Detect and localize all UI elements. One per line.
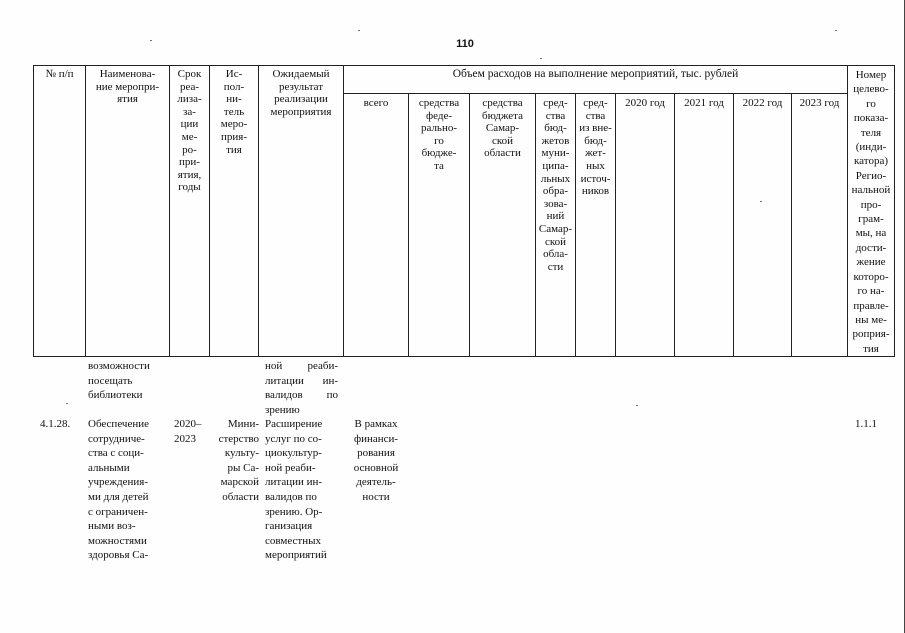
text-line: Самар- xyxy=(538,222,573,235)
text-line: Самар- xyxy=(485,122,520,135)
text-line: деятель- xyxy=(356,476,396,489)
text-line: сред- xyxy=(583,97,608,109)
scan-speck xyxy=(540,58,542,59)
text-line: жение xyxy=(856,256,886,269)
text-line: льных xyxy=(540,172,571,185)
text-line: катора) xyxy=(854,155,888,168)
scan-speck xyxy=(835,30,837,31)
text-line: бюджета xyxy=(481,109,523,122)
text-line: ми для детей xyxy=(88,490,149,503)
text-line: сотрудниче- xyxy=(88,432,145,445)
text-line: Регио- xyxy=(855,169,887,182)
text-line: услуг по со- xyxy=(265,432,322,445)
text-line: ции xyxy=(180,118,199,131)
header-col-2021 xyxy=(675,97,733,110)
header-col-2023 xyxy=(792,97,847,110)
text-line: муни- xyxy=(541,147,570,160)
text-line: ятия, xyxy=(177,168,202,181)
text-line: здоровья Са- xyxy=(88,549,149,562)
header-col-2022 xyxy=(734,97,791,110)
text-line: го на- xyxy=(857,285,885,298)
text-line: ной реаби- xyxy=(265,360,338,372)
row-name xyxy=(88,417,168,563)
row-executor xyxy=(207,417,259,505)
text-line: ний xyxy=(546,210,565,223)
header-executor xyxy=(210,68,258,156)
text-line: за- xyxy=(183,105,196,118)
text-line: Ожидаемый xyxy=(272,68,330,80)
text-line: марской xyxy=(220,476,259,489)
text-line: ятия xyxy=(117,93,138,106)
text-line: 2023 год xyxy=(799,97,840,109)
text-line: лиза- xyxy=(177,93,202,106)
text-line: мы, на xyxy=(855,227,887,240)
text-line: нальной xyxy=(851,184,891,197)
row-term xyxy=(174,417,210,446)
text-line: ной реаби- xyxy=(265,461,316,474)
header-col-2020 xyxy=(616,97,674,110)
text-line: библиотеки xyxy=(88,389,143,402)
text-line: тель xyxy=(223,105,245,118)
header-result xyxy=(259,68,343,118)
text-line: Мини- xyxy=(227,418,259,430)
text-line: ства с соци- xyxy=(88,447,144,460)
text-line: ганизация xyxy=(265,520,313,533)
text-line: обра- xyxy=(542,185,569,198)
text-line: учреждения- xyxy=(88,476,148,489)
text-line: средства xyxy=(482,97,523,109)
text-line: Ис- xyxy=(225,68,243,80)
text-line: бюд- xyxy=(584,134,607,147)
text-line: циокультур- xyxy=(265,447,322,460)
text-line: роприя- xyxy=(852,328,890,341)
text-line: ской xyxy=(544,235,567,248)
text-line: ными воз- xyxy=(88,520,136,533)
text-line: (инди- xyxy=(855,141,887,154)
header-expenses-title: Объем расходов на выполнение мероприятий, тыс. рублей xyxy=(452,68,739,80)
header-col-offbudget xyxy=(576,97,615,198)
text-line: финанси- xyxy=(353,432,399,445)
text-line: мероприятия xyxy=(270,105,332,118)
text-line: го xyxy=(434,134,444,147)
text-line: ме- xyxy=(181,130,198,143)
text-line: В рамках xyxy=(354,418,398,430)
text-line: литации ин- xyxy=(265,374,338,387)
text-line: показа- xyxy=(853,112,889,125)
text-line: реализации xyxy=(274,93,328,106)
text-line: 2020– xyxy=(174,418,202,430)
text-line: мероприятий xyxy=(265,549,327,562)
text-line: сред- xyxy=(543,97,568,109)
text-line: средства xyxy=(418,97,460,109)
text-line: Срок xyxy=(177,68,202,80)
text-line: правле- xyxy=(853,299,889,312)
continuation-result xyxy=(265,359,338,417)
text-line: ние меропри- xyxy=(95,80,160,93)
scan-speck xyxy=(66,403,68,404)
scan-speck xyxy=(760,201,762,202)
text-line: ников xyxy=(581,185,610,198)
scan-speck xyxy=(150,40,152,41)
page-number: 110 xyxy=(456,38,474,50)
row-number: 4.1.28. xyxy=(40,418,71,430)
text-line: грам- xyxy=(858,213,884,226)
text-line: зова- xyxy=(543,197,568,210)
text-line: источ- xyxy=(580,172,611,185)
text-line: 2022 год xyxy=(742,97,783,109)
text-line: всего xyxy=(363,97,389,109)
text-line: Наименова- xyxy=(99,68,156,80)
scan-speck xyxy=(358,30,360,31)
text-line: годы xyxy=(178,181,201,194)
text-line: 2021 год xyxy=(684,97,724,109)
header-indicator xyxy=(848,68,894,356)
header-name xyxy=(86,68,169,106)
text-line: области xyxy=(484,147,521,160)
header-num: № п/п xyxy=(45,68,74,80)
header-col-total xyxy=(344,97,408,110)
text-line: тия xyxy=(226,143,242,156)
text-line: которо- xyxy=(853,270,889,283)
text-line: альными xyxy=(88,461,130,474)
text-line: культу- xyxy=(224,447,259,460)
text-line: прия- xyxy=(221,130,247,143)
text-line: ны ме- xyxy=(855,313,887,326)
continuation-name xyxy=(88,359,168,403)
text-line: можностями xyxy=(88,534,147,547)
text-line: феде- xyxy=(425,109,452,122)
text-line: области xyxy=(222,490,259,503)
text-line: та xyxy=(434,159,444,172)
row-result xyxy=(265,417,343,563)
header-col-municipal xyxy=(536,97,575,273)
text-line: ства xyxy=(585,109,606,122)
text-line: ской xyxy=(491,134,514,147)
text-line: при- xyxy=(179,156,200,169)
row-total xyxy=(345,417,407,505)
text-line: ципа- xyxy=(542,159,569,172)
text-line: 2020 год xyxy=(625,97,665,109)
scan-speck xyxy=(636,405,638,406)
text-line: ро- xyxy=(182,143,197,156)
text-line: ры Са- xyxy=(227,461,259,474)
text-line: жетов xyxy=(541,134,570,147)
text-line: теля xyxy=(860,126,882,139)
text-line: бюд- xyxy=(544,122,567,135)
text-line: посещать xyxy=(88,374,133,387)
text-line: про- xyxy=(860,198,882,211)
text-line: совместных xyxy=(265,534,321,547)
header-term xyxy=(170,68,209,194)
text-line: ности xyxy=(362,490,390,503)
text-line: валидов по xyxy=(265,490,317,503)
text-line: зрению. Ор- xyxy=(265,505,323,518)
text-line: зрению xyxy=(265,403,300,416)
text-line: результат xyxy=(278,80,324,93)
text-line: Номер xyxy=(855,69,887,81)
text-line: целево- xyxy=(853,83,889,96)
text-line: литации ин- xyxy=(265,476,323,489)
text-line: возможности xyxy=(88,360,150,372)
text-line: валидов по xyxy=(265,389,338,402)
text-line: бюдже- xyxy=(421,147,457,160)
text-line: тия xyxy=(863,342,879,355)
text-line: обла- xyxy=(543,248,568,261)
text-line: с ограничен- xyxy=(88,505,148,518)
text-line: реа- xyxy=(179,80,200,93)
row-indicator: 1.1.1 xyxy=(855,418,877,430)
text-line: сти xyxy=(547,260,564,273)
text-line: жет- xyxy=(585,147,606,160)
header-col-federal xyxy=(409,97,469,173)
text-line: из вне- xyxy=(579,122,612,135)
text-line: 2023 xyxy=(174,432,196,445)
table-header xyxy=(33,65,895,357)
text-line: рально- xyxy=(420,122,458,135)
text-line: ства xyxy=(545,109,566,122)
text-line: рования xyxy=(357,447,395,460)
header-col-regional xyxy=(470,97,535,160)
text-line: Расширение xyxy=(265,418,323,430)
text-line: го xyxy=(866,97,876,110)
text-line: дости- xyxy=(855,241,887,254)
text-line: пол- xyxy=(223,80,245,93)
text-line: меро- xyxy=(220,118,248,131)
text-line: ни- xyxy=(226,93,242,106)
text-line: стерство xyxy=(218,432,259,445)
text-line: Обеспечение xyxy=(88,418,149,430)
text-line: ных xyxy=(586,159,605,172)
text-line: основной xyxy=(353,461,399,474)
